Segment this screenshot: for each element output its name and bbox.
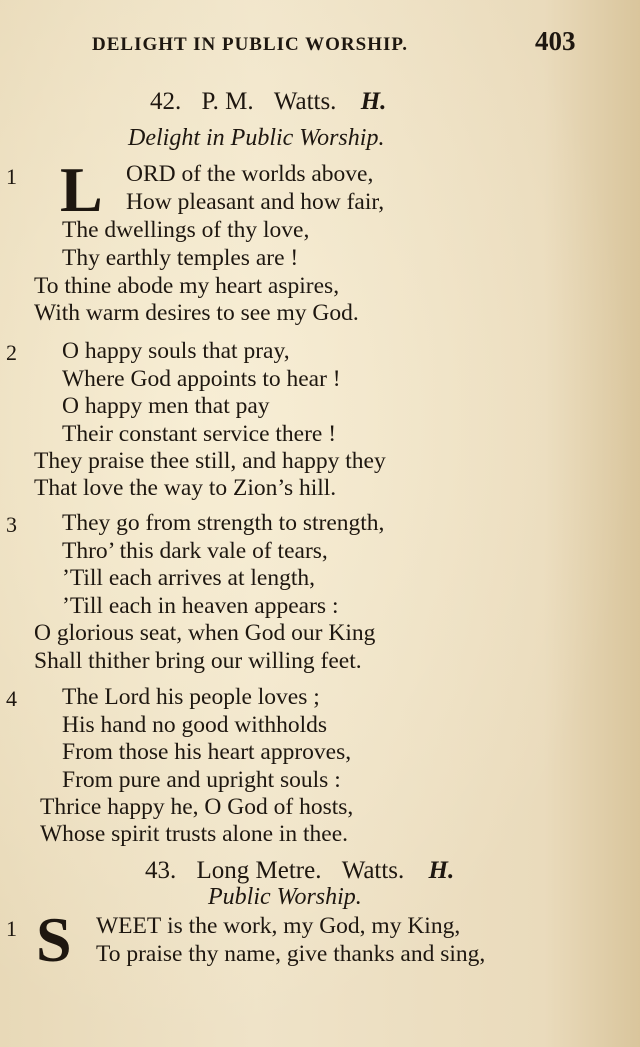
first-word: WEET: [96, 913, 162, 939]
verse-line-text: of the worlds above,: [175, 161, 374, 187]
verse-line: Thro’ this dark vale of tears,: [62, 538, 328, 564]
verse-line: The dwellings of thy love,: [62, 217, 310, 243]
verse-line: They go from strength to strength,: [62, 510, 385, 536]
verse-line: That love the way to Zion’s hill.: [34, 475, 337, 501]
verse-line: To praise thy name, give thanks and sing,: [96, 941, 486, 967]
verse-line: Thy earthly temples are !: [62, 245, 299, 271]
verse-line: [96, 913, 460, 940]
verse-line: O glorious seat, when God our King: [34, 620, 376, 646]
hymn-metre: Long Metre.: [196, 857, 322, 884]
hymn-author: Watts.: [273, 88, 337, 115]
verse-line: To thine abode my heart aspires,: [34, 273, 340, 299]
drop-cap: S: [36, 904, 72, 975]
verse-number: 1: [6, 916, 17, 941]
verse-line: How pleasant and how fair,: [126, 189, 385, 215]
hymn-number: 43.: [145, 857, 177, 884]
page-number: 403: [535, 26, 576, 56]
hymn-heading: [145, 857, 454, 885]
hymn-author: Watts.: [341, 857, 405, 884]
verse-line: With warm desires to see my God.: [34, 300, 359, 326]
hymn-title: Delight in Public Worship.: [128, 125, 385, 151]
running-head: DELIGHT IN PUBLIC WORSHIP.: [92, 34, 409, 55]
hymn-mark: H.: [360, 88, 387, 115]
first-word: ORD: [126, 161, 176, 187]
hymn-metre: P. M.: [201, 88, 254, 115]
verse-line: Where God appoints to hear !: [62, 366, 341, 392]
verse-line: Whose spirit trusts alone in thee.: [40, 821, 349, 847]
verse-number: 2: [6, 340, 17, 365]
verse-line: Thrice happy he, O God of hosts,: [40, 794, 354, 820]
verse-line: They praise thee still, and happy they: [34, 448, 386, 474]
drop-cap: L: [60, 154, 103, 225]
verse-line: His hand no good withholds: [62, 712, 328, 738]
verse-number: 3: [6, 512, 17, 537]
verse-line: ’Till each in heaven appears :: [62, 593, 339, 619]
hymn-title: Public Worship.: [208, 884, 362, 910]
verse-line: O happy souls that pray,: [62, 338, 290, 364]
verse-line: ’Till each arrives at length,: [62, 565, 315, 591]
verse-line-text: is the work, my God, my King,: [161, 913, 461, 939]
verse-line: Shall thither bring our willing feet.: [34, 648, 362, 674]
hymn-mark: H.: [428, 857, 455, 884]
verse-line: [126, 161, 373, 188]
verse-line: Their constant service there !: [62, 421, 337, 447]
verse-number: 1: [6, 164, 17, 189]
verse-line: From pure and upright souls :: [62, 767, 341, 793]
hymn-number: 42.: [150, 88, 182, 115]
verse-line: O happy men that pay: [62, 393, 270, 419]
verse-line: From those his heart approves,: [62, 739, 352, 765]
verse-number: 4: [6, 686, 17, 711]
verse-line: The Lord his people loves ;: [62, 684, 320, 710]
hymn-heading: [150, 88, 386, 116]
